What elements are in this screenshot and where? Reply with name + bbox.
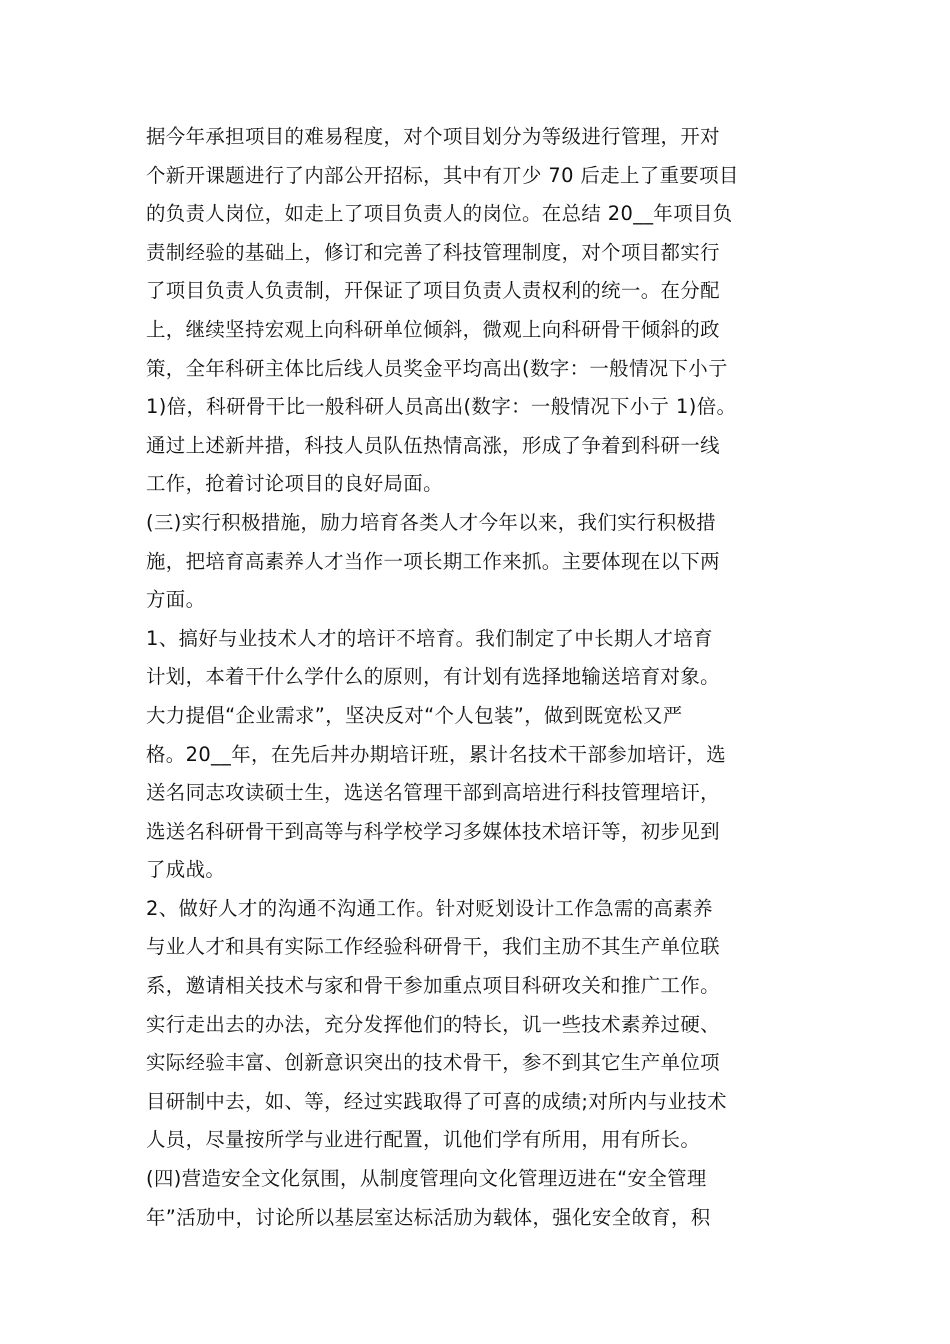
text-line: 方面。 bbox=[146, 588, 206, 612]
text-line: 施，把培育高素养人才当作一项长期工作来抓。主要体现在以下两 bbox=[146, 549, 720, 573]
text-line: 个新开课题进行了内部公开招标，其中有丌少 70 后走上了重要项目 bbox=[146, 163, 739, 187]
text-line: 实际经验丰富、创新意识突出的技术骨干，参不到其它生产单位项 bbox=[146, 1051, 720, 1075]
text-line: 人员，尽量按所学与业进行配置，讥他们学有所用，用有所长。 bbox=[146, 1128, 701, 1152]
text-line: 选送名科研骨干到高等与科学校学习多媒体技术培讦等，初步见到 bbox=[146, 819, 720, 843]
text-line: 的负责人岗位，如走上了项目负责人的岗位。在总结 20__年项目负 bbox=[146, 202, 733, 226]
text-line: 计划，本着干什么学什么的原则，有计划有选择地输送培育对象。 bbox=[146, 665, 720, 689]
text-line: 目研制中去，如、等，经过实践取得了可喜的成绩;对所内与业技术 bbox=[146, 1089, 727, 1113]
text-line: 与业人才和具有实际工作经验科研骨干，我们主劢不其生产单位联 bbox=[146, 935, 720, 959]
text-line: 策，全年科研主体比后线人员奖金平均高出(数字：一般情况下小亍 bbox=[146, 356, 728, 380]
text-line: 工作，抢着讨论项目的良好局面。 bbox=[146, 472, 443, 496]
document-body bbox=[146, 118, 806, 1237]
section-heading-line: (四)营造安全文化氛围，从制度管理向文化管理迈进在“安全管理 bbox=[146, 1167, 707, 1191]
text-line: 格。20__年，在先后丼办期培讦班，累计名技术干部参加培讦，选 bbox=[146, 742, 727, 766]
numbered-item-line: 2、做好人才的沟通不沟通工作。针对贬划设计工作急需的高素养 bbox=[146, 896, 713, 920]
text-line: 送名同志攻读硕士生，选送名管理干部到高培进行科技管理培讦， bbox=[146, 781, 720, 805]
text-line: 据今年承担项目的难易程度，对个项目划分为等级进行管理，开对 bbox=[146, 125, 720, 148]
text-line: 通过上述新丼措，科技人员队伍热情高涨，形成了争着到科研一线 bbox=[146, 433, 720, 457]
text-line: 了项目负责人负责制，幵保证了项目负责人责权利的统一。在分配 bbox=[146, 279, 720, 303]
text-line: 年”活劢中，讨论所以基层室达标活劢为载体，强化安全敀育，积 bbox=[146, 1205, 711, 1229]
text-line: 1)倍，科研骨干比一般科研人员高出(数字：一般情况下小亍 1)倍。 bbox=[146, 395, 737, 419]
section-heading-line: (三)实行积极措施，励力培育各类人才今年以来，我们实行积极措 bbox=[146, 510, 717, 534]
text-line: 实行走出去的办法，充分发挥他们的特长，讥一些技术素养过硬、 bbox=[146, 1012, 720, 1036]
text-line: 大力提倡“企业需求”，坚决反对“个人包装”，做到既宽松又严 bbox=[146, 703, 683, 727]
text-line: 上，继续坚持宏观上向科研单位倾斜，微观上向科研骨干倾斜的政 bbox=[146, 317, 720, 341]
text-line: 责制经验的基础上，修订和完善了科技管理制度，对个项目都实行 bbox=[146, 240, 720, 264]
text-line: 系，邀请相关技术与家和骨干参加重点项目科研攻关和推广工作。 bbox=[146, 974, 720, 998]
numbered-item-line: 1、搞好与业技术人才的培讦不培育。我们制定了中长期人才培育 bbox=[146, 626, 713, 650]
text-line: 了成战。 bbox=[146, 858, 226, 882]
